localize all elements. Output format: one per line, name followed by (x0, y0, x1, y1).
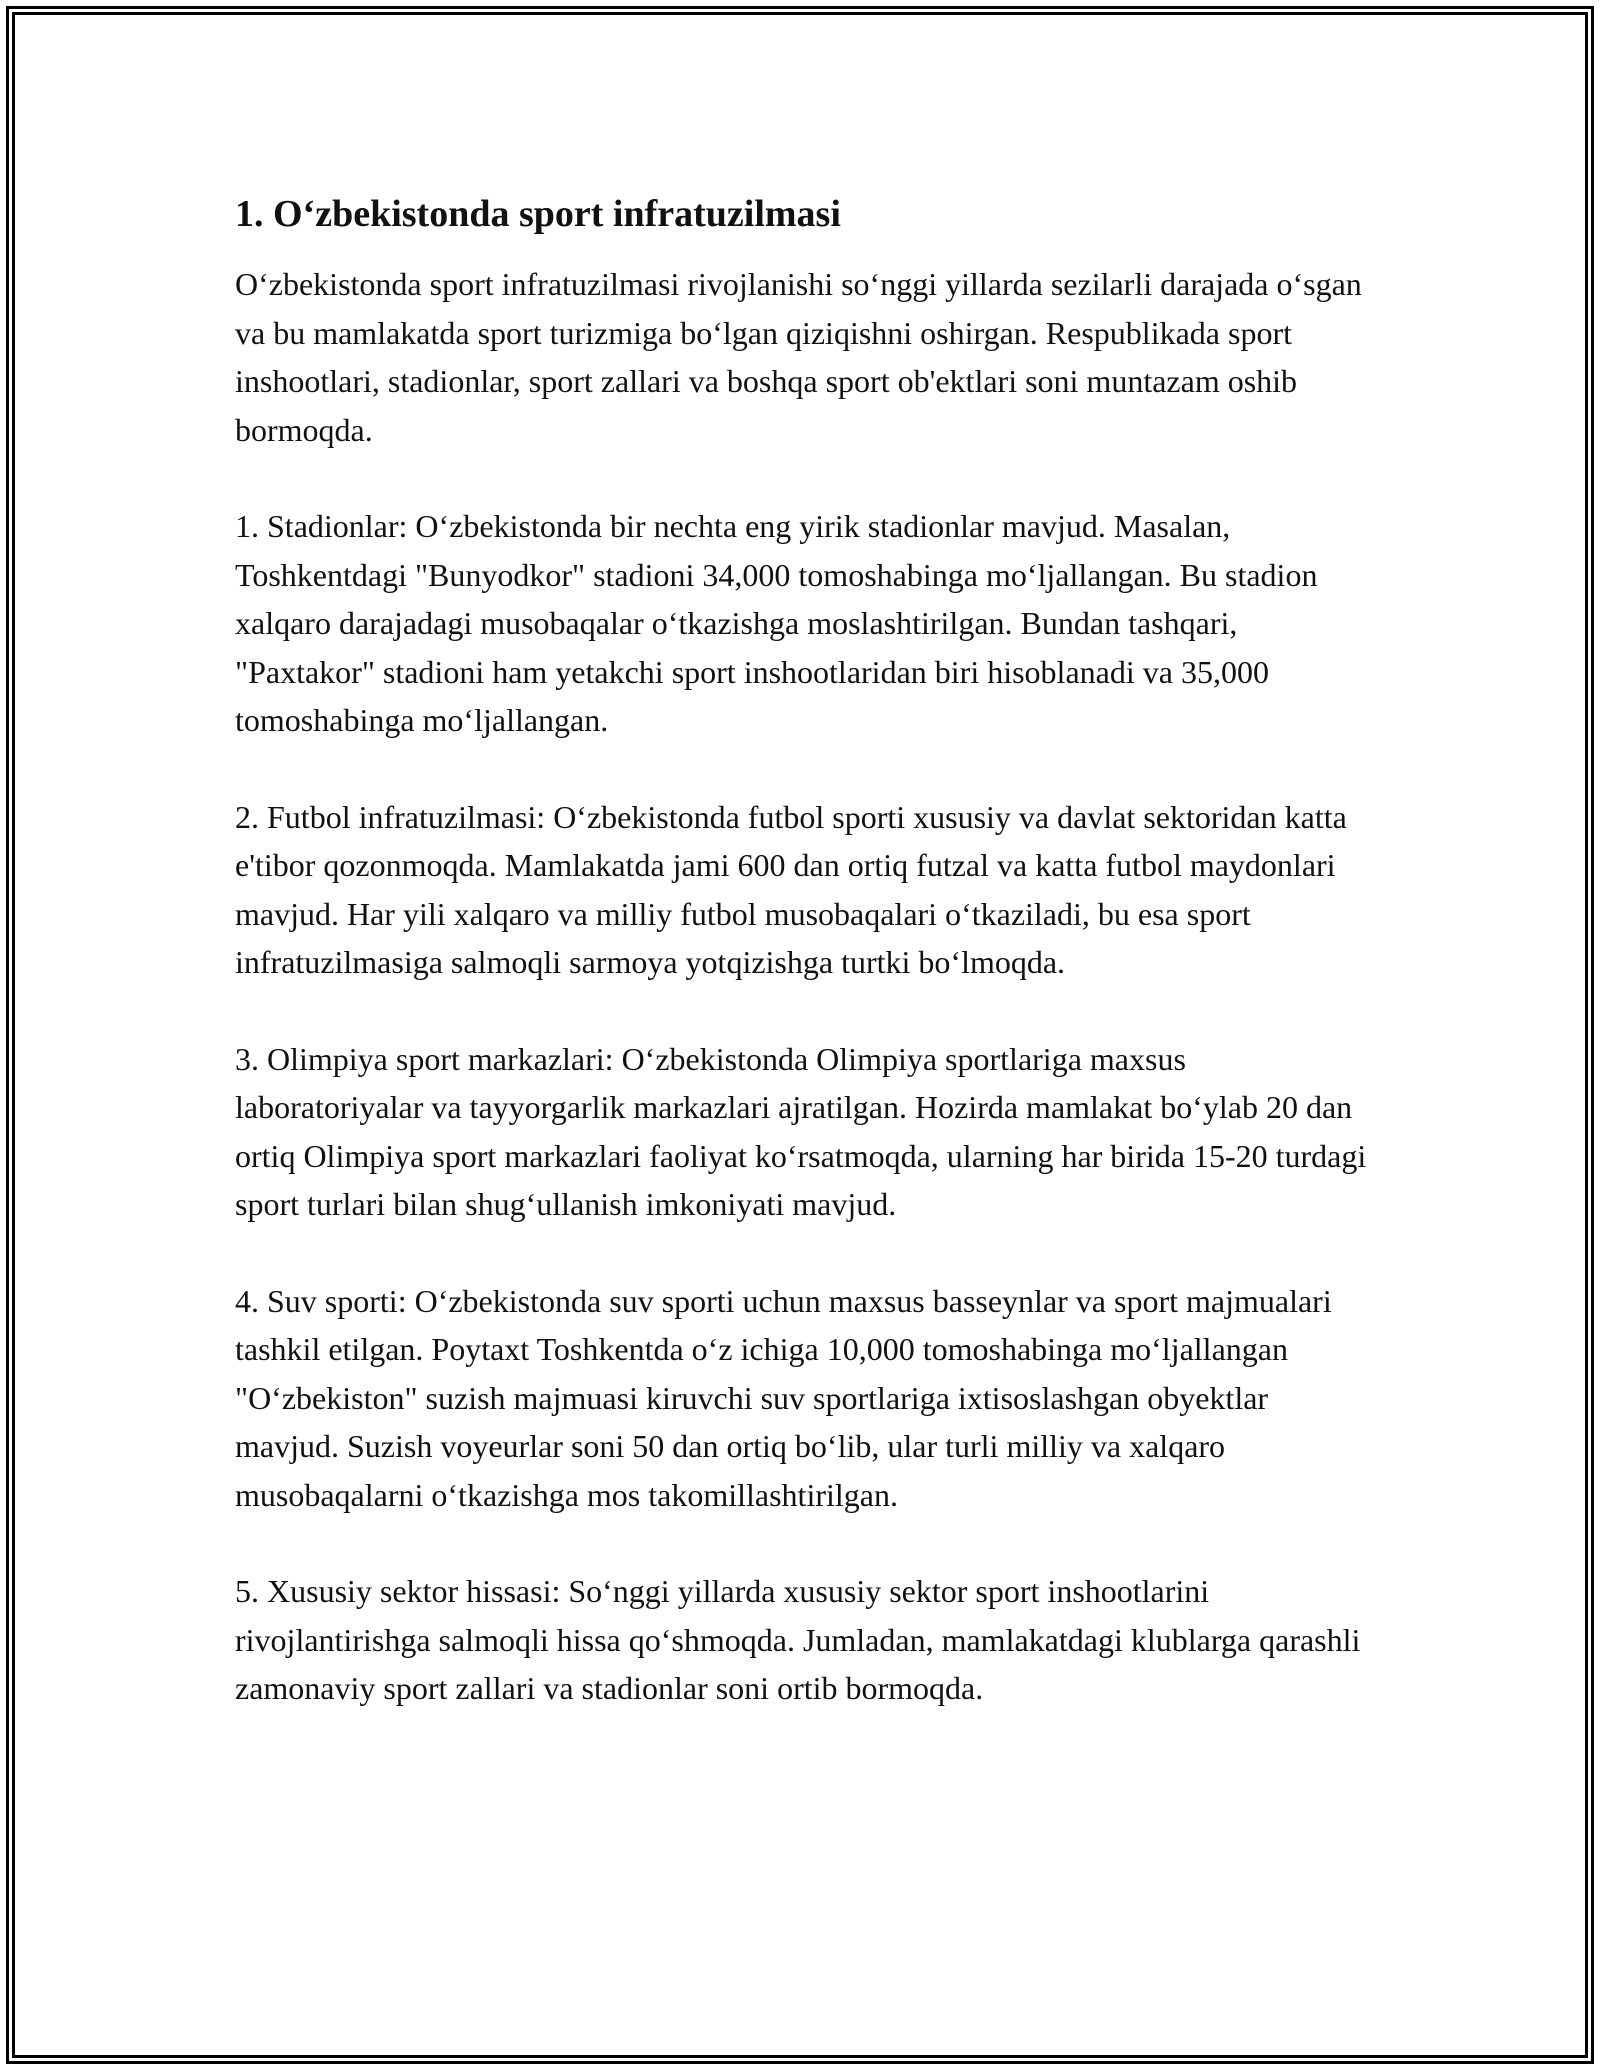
paragraph-xususiy-sektor: 5. Xususiy sektor hissasi: So‘nggi yillarda xususiy sektor sport inshootlarini rivojlantirishga salmoqli hissa qo‘shmoqda. Jumladan, mamlakatdagi klublarga qarashli zamonaviy sport zallari va stadionlar soni ortib bormoqda. (235, 1573, 1361, 1706)
paragraph-futbol: 2. Futbol infratuzilmasi: O‘zbekistonda futbol sporti xususiy va davlat sektoridan katta e'tibor qozonmoqda. Mamlakatda jami 600 dan ortiq futzal va katta futbol maydonlari mavjud. Har yili xalqaro va milliy futbol musobaqalari o‘tkaziladi, bu esa sport infratuzilmasiga salmoqli sarmoya yotqizishga turtki bo‘lmoqda. (235, 798, 1347, 980)
paragraph-olimpiya: 3. Olimpiya sport markazlari: O‘zbekistonda Olimpiya sportlariga maxsus laboratoriyalar va tayyorgarlik markazlari ajratilgan. Hozirda mamlakat bo‘ylab 20 dan ortiq Olimpiya sport markazlari faoliyat ko‘rsatmoqda, ularning har birida 15-20 turdagi sport turlari bilan shug‘ullanish imkoniyati mavjud. (235, 1040, 1367, 1222)
intro-paragraph: O‘zbekistonda sport infratuzilmasi rivojlanishi so‘nggi yillarda sezilarli darajada o‘sgan va bu mamlakatda sport turizmiga bo‘lgan qiziqishni oshirgan. Respublikada sport inshootlari, stadionlar, sport zallari va boshqa sport ob'ektlari soni muntazam oshib bormoqda. (235, 266, 1362, 448)
paragraph-suv-sporti: 4. Suv sporti: O‘zbekistonda suv sporti uchun maxsus basseynlar va sport majmualari tashkil etilgan. Poytaxt Toshkentda o‘z ichiga 10,000 tomoshabinga mo‘ljallangan "O‘zbekiston" suzish majmuasi kiruvchi suv sportlariga ixtisoslashgan obyektlar mavjud. Suzish voyeurlar soni 50 dan ortiq bo‘lib, ular turli milliy va xalqaro musobaqalarni o‘tkazishga mos takomillashtirilgan. (235, 1282, 1332, 1513)
paragraph-stadionlar: 1. Stadionlar: O‘zbekistonda bir nechta eng yirik stadionlar mavjud. Masalan, Toshkentdagi "Bunyodkor" stadioni 34,000 tomoshabinga mo‘ljallangan. Bu stadion xalqaro darajadagi musobaqalar o‘tkazishga moslashtirilgan. Bundan tashqari, "Paxtakor" stadioni ham yetakchi sport inshootlaridan biri hisoblanadi va 35,000 tomoshabinga mo‘ljallangan. (235, 508, 1318, 738)
document-body (235, 190, 1375, 1761)
page-title: 1. O‘zbekistonda sport infratuzilmasi (235, 193, 841, 235)
